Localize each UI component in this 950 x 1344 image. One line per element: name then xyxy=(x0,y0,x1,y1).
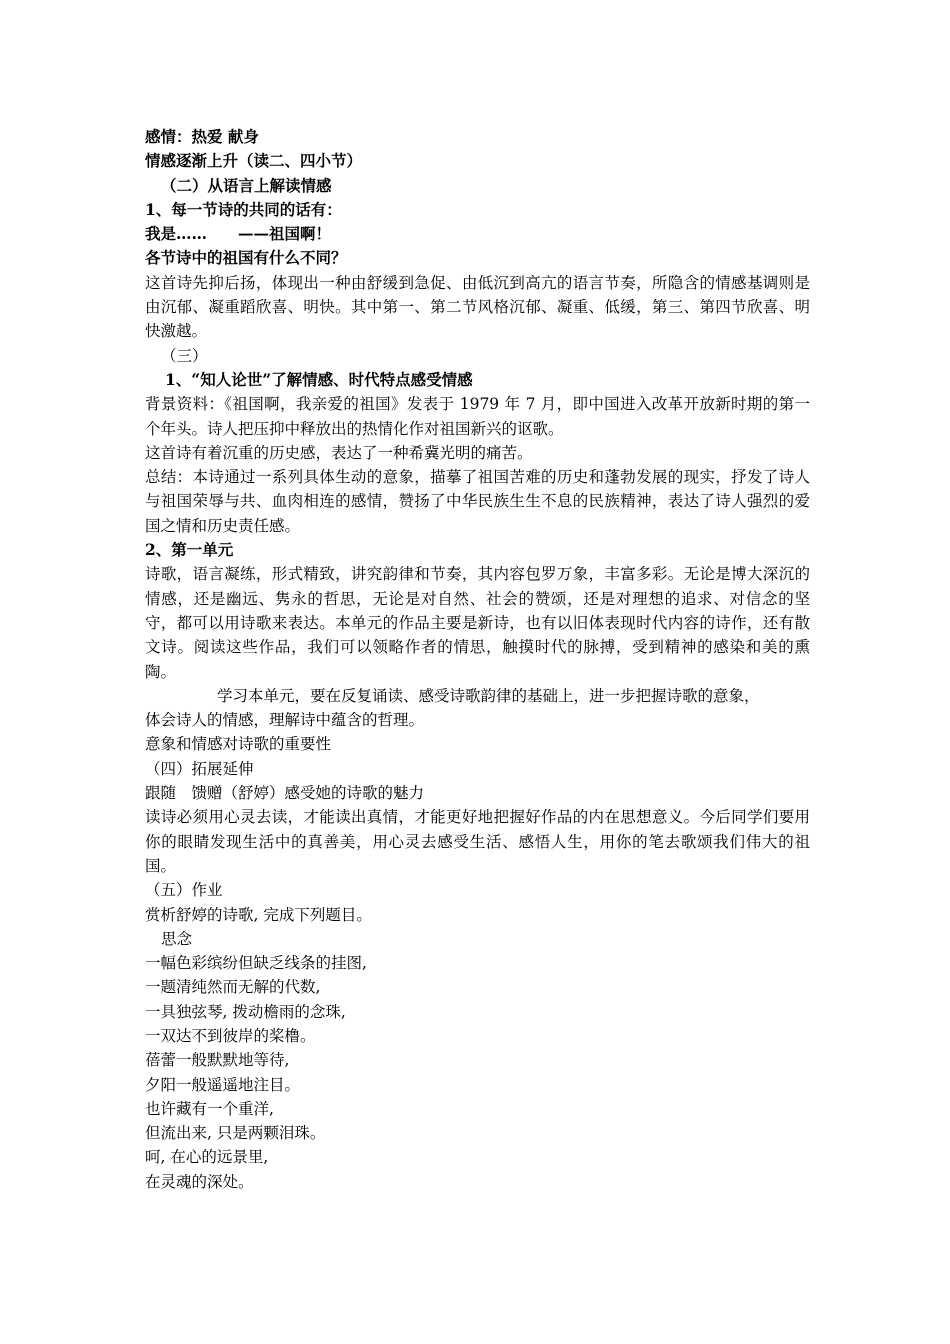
reading-paragraph: 读诗必须用心灵去读，才能读出真情，才能更好地把握好作品的内在思想意义。今后同学们要用你的眼睛发现生活中的真善美，用心灵去感受生活、感悟人生，用你的笔去歌颂我们伟大的祖国。 xyxy=(145,808,810,875)
homework-line: 赏析舒婷的诗歌, 完成下列题目。 xyxy=(145,905,372,924)
document-page xyxy=(145,125,810,1194)
summary-paragraph: 总结：本诗通过一系列具体生动的意象，描摹了祖国苦难的历史和蓬勃发展的现实，抒发了诗人与祖国荣辱与共、血肉相连的感情，赞扬了中华民族生生不息的民族精神，表达了诗人强烈的爱国之情和历史责任感。 xyxy=(145,468,810,535)
poem-line: 一双达不到彼岸的桨橹。 xyxy=(145,1026,316,1045)
study-line-a: 学习本单元，要在反复诵读、感受诗歌韵律的基础上，进一步把握诗歌的意象， xyxy=(217,686,760,705)
poem-line: 一题清纯然而无解的代数, xyxy=(145,978,321,997)
study-line-b: 体会诗人的情感，理解诗中蕴含的哲理。 xyxy=(145,711,425,730)
background-paragraph: 背景资料：《祖国啊，我亲爱的祖国》发表于 1979 年 7 月，即中国进入改革开放新时期的第一个年头。诗人把压抑中释放出的热情化作对祖国新兴的讴歌。 xyxy=(145,395,810,438)
question-line: 各节诗中的祖国有什么不同？ xyxy=(145,248,347,268)
emotion-rise-line: 情感逐渐上升（读二、四小节） xyxy=(145,151,363,171)
section-three-heading: （三） xyxy=(161,346,208,365)
poem-line: 也许藏有一个重洋, xyxy=(145,1099,274,1118)
history-line: 这首诗有着沉重的历史感，表达了一种希冀光明的痛苦。 xyxy=(145,443,533,462)
poetry-unit-paragraph: 诗歌，语言凝练，形式精致，讲究韵律和节奏，其内容包罗万象，丰富多彩。无论是博大深沉的情感，还是幽远、隽永的哲思，无论是对自然、社会的赞颂，还是对理想的追求、对信念的坚守，都可以用诗歌来表达。本单元的作品主要是新诗，也有以旧体表现时代内容的诗作，还有散文诗。阅读这些作品，我们可以领略作者的情思，触摸时代的脉搏，受到精神的感染和美的熏陶。 xyxy=(145,565,810,681)
poem-line: 呵, 在心的远景里, xyxy=(145,1148,269,1167)
poem-line: 在灵魂的深处。 xyxy=(145,1172,254,1191)
emotion-line: 感情：热爱 献身 xyxy=(145,127,259,146)
poem-line: 一具独弦琴, 拨动檐雨的念珠, xyxy=(145,1002,346,1021)
section-five-heading: （五）作业 xyxy=(145,881,223,900)
importance-line: 意象和情感对诗歌的重要性 xyxy=(145,735,332,754)
poem-line: 一幅色彩缤纷但缺乏线条的挂图, xyxy=(145,954,367,973)
poem-line: 但流出来, 只是两颗泪珠。 xyxy=(145,1124,326,1143)
poem-title: 思念 xyxy=(161,929,193,948)
section-two-heading: （二）从语言上解读情感 xyxy=(161,175,332,195)
context-heading: 1、“知人论世”了解情感、时代特点感受情感 xyxy=(165,369,473,389)
section-four-heading: （四）拓展延伸 xyxy=(145,759,254,778)
extension-line: 跟随 馈赠（舒婷）感受她的诗歌的魅力 xyxy=(145,784,425,803)
poem-line: 夕阳一般遥遥地注目。 xyxy=(145,1075,301,1094)
unit-one-heading: 2、第一单元 xyxy=(145,540,234,560)
poem-line: 蓓蕾一般默默地等待, xyxy=(145,1051,290,1070)
rhythm-paragraph: 这首诗先抑后扬，体现出一种由舒缓到急促、由低沉到高亢的语言节奏，所隐含的情感基调则是由沉郁、凝重蹈欣喜、明快。其中第一、第二节风格沉郁、凝重、低缓，第三、第四节欣喜、明快激越。 xyxy=(145,273,810,341)
common-words-heading: 1、每一节诗的共同的话有： xyxy=(145,199,342,219)
common-words-line: 我是…… ——祖国啊！ xyxy=(145,224,332,244)
